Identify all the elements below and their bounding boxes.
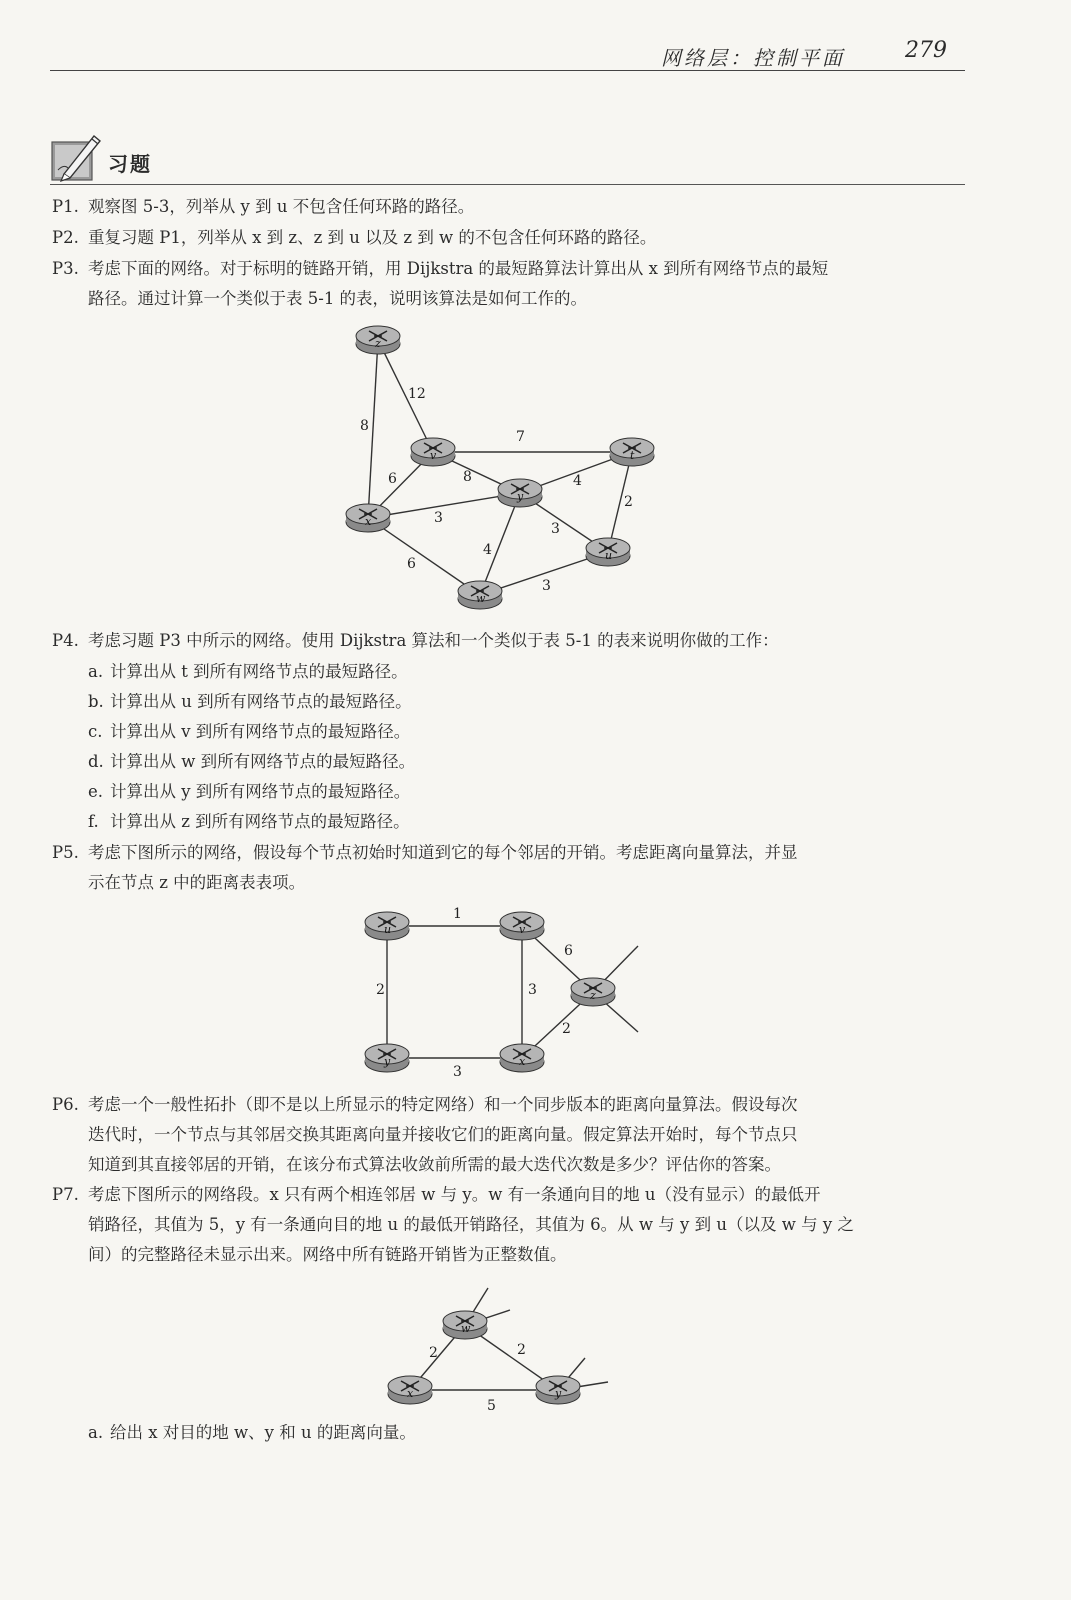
sub-item-e xyxy=(88,782,410,802)
problem-text: 考虑下图所示的网络段。x 只有两个相连邻居 w 与 y。w 有一条通向目的地 u（没有显示）的最低开 xyxy=(88,1185,821,1204)
cost-label: 3 xyxy=(528,982,537,998)
sub-item-b xyxy=(88,692,412,712)
problem-p1 xyxy=(52,197,474,217)
cost-label: 4 xyxy=(573,473,582,489)
link-x-y xyxy=(368,493,520,518)
router-node-v xyxy=(411,438,455,466)
cost-label: 3 xyxy=(542,578,551,594)
sub-item-label: e. xyxy=(88,782,104,801)
sub-item-text: 计算出从 w 到所有网络节点的最短路径。 xyxy=(110,752,416,771)
page-number: 279 xyxy=(905,38,947,63)
sub-item-text: 计算出从 t 到所有网络节点的最短路径。 xyxy=(110,662,408,681)
problem-text-continued: 迭代时，一个节点与其邻居交换其距离向量并接收它们的距离向量。假定算法开始时，每个节点只 xyxy=(88,1125,798,1144)
problem-text-continued: 路径。通过计算一个类似于表 5-1 的表，说明该算法是如何工作的。 xyxy=(88,289,588,308)
node-label: w xyxy=(476,592,486,605)
router-node-u xyxy=(586,538,630,566)
node-label: t xyxy=(630,449,635,462)
node-label: y xyxy=(555,1387,562,1400)
router-node-x xyxy=(388,1376,432,1404)
router-node-x xyxy=(500,1044,544,1072)
exercises-section-heading xyxy=(50,130,965,185)
problem-number: P5. xyxy=(52,843,79,862)
problem-number: P3. xyxy=(52,259,79,278)
cost-label: 12 xyxy=(408,386,426,402)
cost-label: 8 xyxy=(360,418,369,434)
sub-item-label: a. xyxy=(88,1423,104,1442)
router-node-u xyxy=(365,912,409,940)
node-label: y xyxy=(384,1055,391,1068)
node-label: u xyxy=(605,549,613,562)
sub-item-label: d. xyxy=(88,752,104,771)
node-label: y xyxy=(517,490,524,503)
router-node-v xyxy=(500,912,544,940)
problem-number: P2. xyxy=(52,228,79,247)
problem-p5 xyxy=(52,843,798,863)
cost-label: 6 xyxy=(388,471,397,487)
cost-label: 4 xyxy=(483,542,492,558)
cost-label: 8 xyxy=(463,469,472,485)
node-label: x xyxy=(519,1055,526,1068)
router-node-z xyxy=(571,978,615,1006)
p7-network-diagram xyxy=(380,1280,620,1420)
cost-label: 2 xyxy=(429,1345,438,1361)
router-node-y xyxy=(498,479,542,507)
sub-item-text: 计算出从 u 到所有网络节点的最短路径。 xyxy=(110,692,412,711)
problem-number: P6. xyxy=(52,1095,79,1114)
cost-label: 7 xyxy=(516,429,525,445)
chapter-title: 网络层：控制平面 xyxy=(661,46,845,70)
cost-label: 1 xyxy=(453,906,462,922)
router-node-y xyxy=(365,1044,409,1072)
problem-text: 考虑习题 P3 中所示的网络。使用 Dijkstra 算法和一个类似于表 5-1 的表来说明你做的工作： xyxy=(88,631,779,650)
p5-network-diagram xyxy=(350,898,660,1083)
problem-p7 xyxy=(52,1185,820,1205)
cost-label: 5 xyxy=(487,1398,496,1414)
sub-item-label: c. xyxy=(88,722,103,741)
node-label: w xyxy=(461,1322,471,1335)
router-node-x xyxy=(346,504,390,532)
cost-label: 2 xyxy=(376,982,385,998)
sub-item-a xyxy=(88,662,408,682)
sub-item-c xyxy=(88,722,410,742)
problem-text-continued: 示在节点 z 中的距离表表项。 xyxy=(88,873,306,892)
router-node-z xyxy=(356,326,400,354)
cost-label: 2 xyxy=(562,1021,571,1037)
problem-text-continued: 销路径，其值为 5，y 有一条通向目的地 u 的最低开销路径，其值为 6。从 w 与 y 到 u（以及 w 与 y 之 xyxy=(88,1215,854,1234)
problem-text: 考虑下图所示的网络，假设每个节点初始时知道到它的每个邻居的开销。考虑距离向量算法，并显 xyxy=(88,843,798,862)
node-label: z xyxy=(590,989,596,1002)
p3-network-diagram xyxy=(330,320,670,620)
cost-label: 3 xyxy=(434,510,443,526)
cost-label: 3 xyxy=(551,521,560,537)
problem-text: 考虑一个一般性拓扑（即不是以上所显示的特定网络）和一个同步版本的距离向量算法。假设每次 xyxy=(88,1095,798,1114)
cost-label: 3 xyxy=(453,1064,462,1080)
sub-item-label: b. xyxy=(88,692,104,711)
node-label: u xyxy=(384,923,392,936)
sub-item-f xyxy=(88,812,410,832)
sub-item-label: f. xyxy=(88,812,99,831)
link-z-x xyxy=(368,340,378,518)
router-node-w xyxy=(458,581,502,609)
link-x-w xyxy=(368,518,480,595)
router-node-w xyxy=(443,1311,487,1339)
problem-text: 重复习题 P1，列举从 x 到 z、z 到 u 以及 z 到 w 的不包含任何环路的路径。 xyxy=(88,228,657,247)
problem-p6 xyxy=(52,1095,798,1115)
sub-item-label: a. xyxy=(88,662,104,681)
problem-p4 xyxy=(52,631,779,651)
pencil-paper-icon xyxy=(50,130,106,184)
problem-text-continued: 间）的完整路径未显示出来。网络中所有链路开销皆为正整数值。 xyxy=(88,1245,567,1264)
problem-text: 观察图 5-3，列举从 y 到 u 不包含任何环路的路径。 xyxy=(88,197,475,216)
router-node-y xyxy=(536,1376,580,1404)
node-label: x xyxy=(365,515,372,528)
sub-item-text: 计算出从 y 到所有网络节点的最短路径。 xyxy=(110,782,411,801)
cost-label: 2 xyxy=(624,494,633,510)
sub-item-text: 给出 x 对目的地 w、y 和 u 的距离向量。 xyxy=(110,1423,416,1442)
problem-number: P1. xyxy=(52,197,79,216)
router-node-t xyxy=(610,438,654,466)
sub-item-d xyxy=(88,752,415,772)
node-label: z xyxy=(375,337,381,350)
problem-number: P4. xyxy=(52,631,79,650)
page-header xyxy=(50,36,965,71)
problem-number: P7. xyxy=(52,1185,79,1204)
problem-text: 考虑下面的网络。对于标明的链路开销，用 Dijkstra 的最短路算法计算出从 x 到所有网络节点的最短 xyxy=(88,259,829,278)
sub-item-text: 计算出从 v 到所有网络节点的最短路径。 xyxy=(110,722,411,741)
cost-label: 2 xyxy=(517,1342,526,1358)
cost-label: 6 xyxy=(407,556,416,572)
node-label: x xyxy=(407,1387,414,1400)
sub-item-a xyxy=(88,1423,416,1443)
node-label: v xyxy=(430,449,437,462)
sub-item-text: 计算出从 z 到所有网络节点的最短路径。 xyxy=(110,812,410,831)
problem-text-continued: 知道到其直接邻居的开销，在该分布式算法收敛前所需的最大迭代次数是多少？评估你的答案。 xyxy=(88,1155,781,1174)
section-title: 习题 xyxy=(108,152,152,176)
node-label: v xyxy=(519,923,526,936)
problem-p3 xyxy=(52,259,828,279)
cost-label: 6 xyxy=(564,943,573,959)
problem-p2 xyxy=(52,228,656,248)
